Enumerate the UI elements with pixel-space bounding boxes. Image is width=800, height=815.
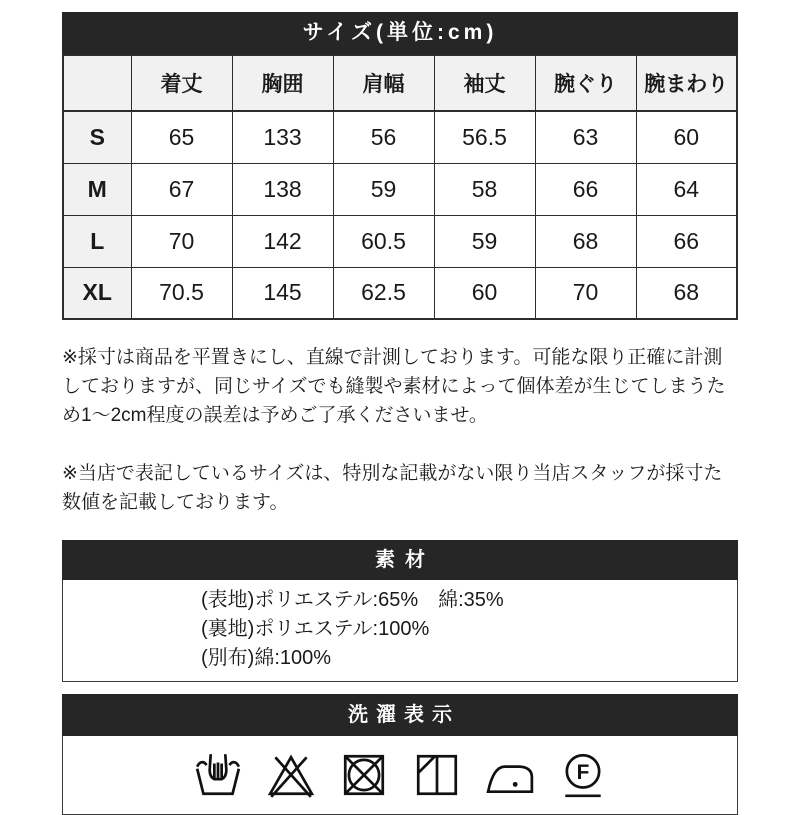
col-header: 肩幅 [333, 55, 434, 111]
size-label: XL [63, 267, 131, 319]
iron-low-heat-icon [485, 750, 535, 800]
size-value: 145 [232, 267, 333, 319]
table-row [63, 163, 737, 215]
size-value: 70 [535, 267, 636, 319]
col-header: 胸囲 [232, 55, 333, 111]
material-title: 素材 [375, 549, 435, 571]
corner-cell [63, 55, 131, 111]
size-value: 59 [434, 215, 535, 267]
size-chart-title-bar [62, 12, 738, 54]
note-staff-measured: ※当店で表記しているサイズは、特別な記載がない限り当店スタッフが採寸た数値を記載しております。 [62, 463, 723, 513]
material-title-bar [62, 540, 738, 580]
size-value: 67 [131, 163, 232, 215]
col-header: 袖丈 [434, 55, 535, 111]
size-value: 63 [535, 111, 636, 163]
care-symbols-box [62, 736, 738, 815]
table-row [63, 111, 737, 163]
measurement-notes [62, 343, 738, 517]
material-content-box [62, 580, 738, 682]
do-not-tumble-dry-icon [339, 750, 389, 800]
size-chart-header-row [63, 55, 737, 111]
size-value: 138 [232, 163, 333, 215]
care-title: 洗濯表示 [348, 704, 460, 726]
col-header: 腕まわり [636, 55, 737, 111]
size-value: 60 [636, 111, 737, 163]
col-header: 着丈 [131, 55, 232, 111]
size-value: 64 [636, 163, 737, 215]
size-value: 70 [131, 215, 232, 267]
size-value: 62.5 [333, 267, 434, 319]
size-value: 60 [434, 267, 535, 319]
care-title-bar [62, 694, 738, 736]
hand-wash-icon [193, 750, 243, 800]
size-value: 60.5 [333, 215, 434, 267]
size-chart-table [62, 54, 738, 320]
col-header: 腕ぐり [535, 55, 636, 111]
size-value: 142 [232, 215, 333, 267]
size-value: 68 [535, 215, 636, 267]
size-value: 65 [131, 111, 232, 163]
size-value: 56.5 [434, 111, 535, 163]
shade-hang-dry-icon [412, 750, 462, 800]
size-value: 59 [333, 163, 434, 215]
size-chart-title: サイズ(単位:cm) [302, 21, 498, 44]
material-line-other: (別布)綿:100% [201, 647, 332, 669]
size-value: 133 [232, 111, 333, 163]
dry-clean-petroleum-gentle-icon [558, 750, 608, 800]
material-line-outer: (表地)ポリエステル:65% 綿:35% [201, 589, 504, 611]
table-row [63, 267, 737, 319]
note-measurement-accuracy: ※採寸は商品を平置きにし、直線で計測しております。可能な限り正確に計測しておりますが、同じサイズでも縫製や素材によって個体差が生じてしまうため1〜2cm程度の誤差は予めご了承くださいませ。 [62, 347, 726, 426]
size-value: 68 [636, 267, 737, 319]
size-value: 66 [535, 163, 636, 215]
dry-clean-letter: F [576, 761, 589, 785]
size-label: L [63, 215, 131, 267]
size-value: 70.5 [131, 267, 232, 319]
size-label: M [63, 163, 131, 215]
material-line-lining: (裏地)ポリエステル:100% [201, 618, 430, 640]
do-not-bleach-icon [266, 750, 316, 800]
size-value: 56 [333, 111, 434, 163]
table-row [63, 215, 737, 267]
size-label: S [63, 111, 131, 163]
size-value: 66 [636, 215, 737, 267]
size-value: 58 [434, 163, 535, 215]
